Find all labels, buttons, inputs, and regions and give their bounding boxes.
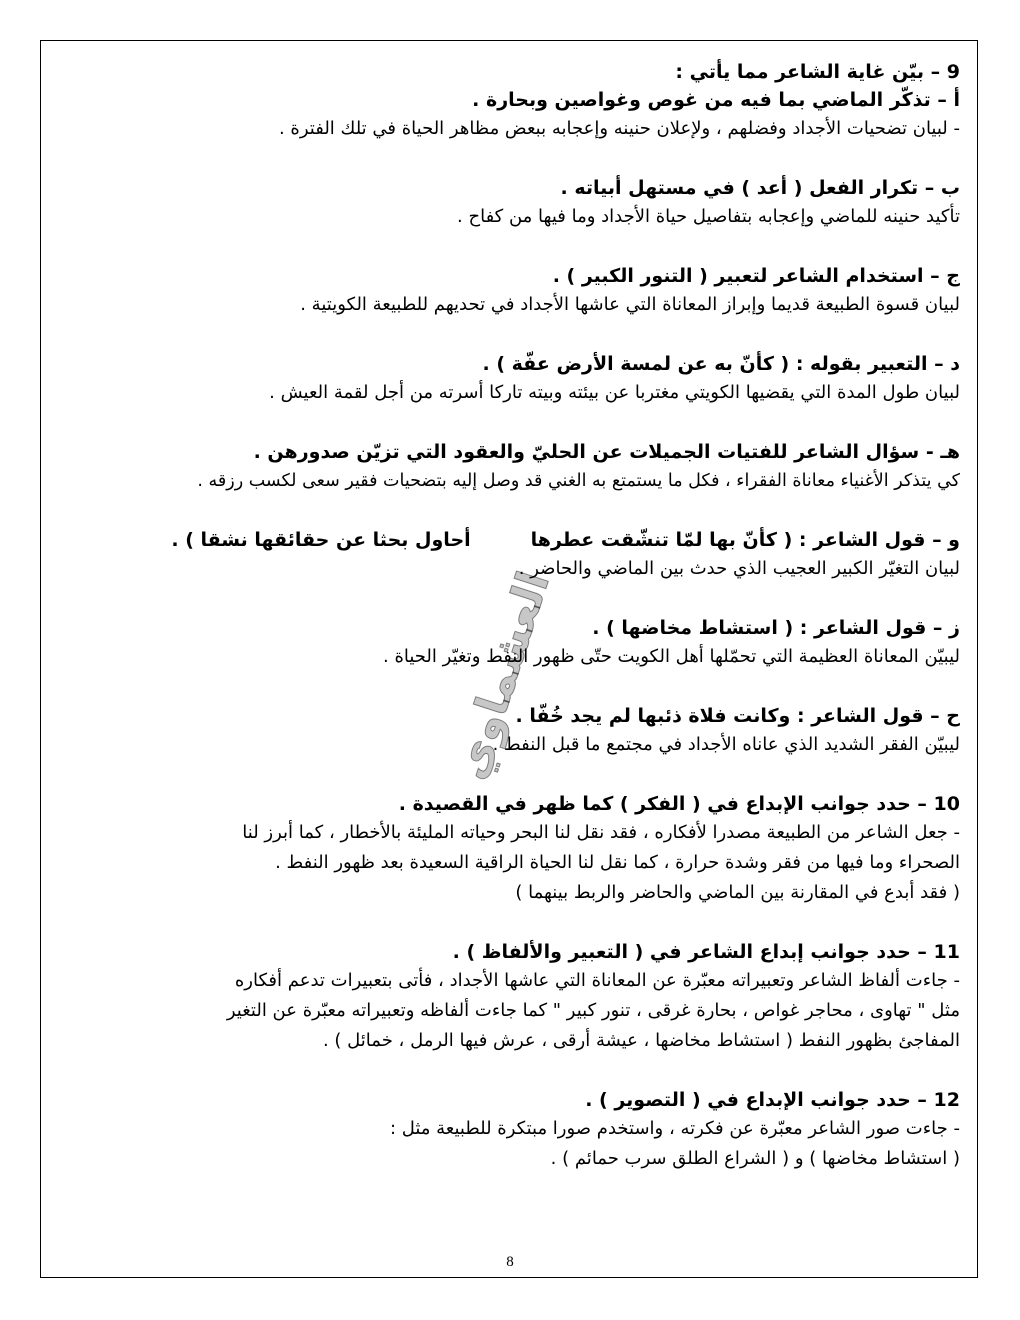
q9-c-answer: لبيان قسوة الطبيعة قديما وإبراز المعاناة التي عاشها الأجداد في تحديهم للطبيعة الكويتية . [300, 294, 960, 315]
question-12 [80, 1086, 960, 1174]
q9-h-answer: ليبيّن الفقر الشديد الذي عاناه الأجداد في مجتمع ما قبل النفط . [492, 734, 960, 755]
q9-f-subtitle [80, 526, 960, 554]
q9-d-subtitle: د – التعبير بقوله : ( كأنّ به عن لمسة الأرض عفّة ) . [482, 353, 960, 375]
q9-c-subtitle: ج – استخدام الشاعر لتعبير ( التنور الكبير ) . [552, 265, 960, 287]
q9-g-answer: ليبيّن المعاناة العظيمة التي تحمّلها أهل الكويت حتّى ظهور النفط وتغيّر الحياة . [383, 646, 960, 667]
q9-e-subtitle: هـ - سؤال الشاعر للفتيات الجميلات عن الحليّ والعقود التي تزيّن صدورهن . [253, 441, 960, 463]
q11-answer-line-3: المفاجئ بظهور النفط ( استشاط مخاضها ، عيشة أرقى ، عرش فيها الرمل ، خمائل ) . [322, 1030, 960, 1051]
q9-b [80, 174, 960, 232]
q10-answer-line-1: - جعل الشاعر من الطبيعة مصدرا لأفكاره ، فقد نقل لنا البحر وحياته المليئة بالأخطار ، كما أبرز لنا [242, 822, 960, 843]
q12-answer-line-1: - جاءت صور الشاعر معبّرة عن فكرته ، واستخدم صورا مبتكرة للطبيعة مثل : [389, 1118, 960, 1139]
q12-answer-line-2: ( استشاط مخاضها ) و ( الشراع الطلق سرب حمائم ) . [550, 1148, 960, 1169]
q9-d [80, 350, 960, 408]
q11-answer-line-1: - جاءت ألفاظ الشاعر وتعبيراته معبّرة عن المعاناة التي عاشها الأجداد ، فأتى بتعبيرات تدعم أفكاره [234, 970, 960, 991]
q9-d-answer: لبيان طول المدة التي يقضيها الكويتي مغتربا عن بيئته وبيته تاركا أسرته من أجل لقمة العيش . [269, 382, 960, 403]
author-watermark: العشماوي [445, 565, 560, 786]
question-12-heading: 12 – حدد جوانب الإبداع في ( التصوير ) . [585, 1089, 960, 1111]
q9-a-answer: - لبيان تضحيات الأجداد وفضلهم ، ولإعلان حنينه وإعجابه ببعض مظاهر الحياة في تلك الفترة . [278, 118, 960, 139]
q10-answer-line-2: الصحراء وما فيها من فقر وشدة حرارة ، كما نقل لنا الحياة الراقية السعيدة بعد ظهور النفط . [275, 852, 960, 873]
q10-answer-line-3: ( فقد أبدع في المقارنة بين الماضي والحاضر والربط بينهما ) [515, 882, 960, 903]
question-9-heading: 9 – بيّن غاية الشاعر مما يأتي : [675, 61, 960, 83]
q9-c [80, 262, 960, 320]
question-10-heading: 10 – حدد جوانب الإبداع في ( الفكر ) كما ظهر في القصيدة . [398, 793, 960, 815]
q9-g-subtitle: ز – قول الشاعر : ( استشاط مخاضها ) . [592, 617, 960, 639]
q9-b-subtitle: ب – تكرار الفعل ( أعد ) في مستهل أبياته . [560, 177, 960, 199]
question-11-heading: 11 – حدد جوانب إبداع الشاعر في ( التعبير والألفاظ ) . [452, 941, 960, 963]
question-9 [80, 58, 960, 144]
question-10 [80, 790, 960, 908]
q9-b-answer: تأكيد حنينه للماضي وإعجابه بتفاصيل حياة الأجداد وما فيها من كفاح . [457, 206, 960, 227]
q9-h-subtitle: ح – قول الشاعر : وكانت فلاة ذئبها لم يجد خُفّا . [515, 705, 960, 727]
page-number: 8 [506, 1254, 514, 1270]
q9-f-answer: لبيان التغيّر الكبير العجيب الذي حدث بين الماضي والحاضر . [518, 558, 960, 579]
q9-a-subtitle: أ – تذكّر الماضي بما فيه من غوص وغواصين وبحارة . [472, 89, 960, 111]
q9-e-answer: كي يتذكر الأغنياء معاناة الفقراء ، فكل ما يستمتع به الغني قد وصل إليه بتضحيات فقير سعى لكسب رزقه . [197, 471, 960, 491]
question-11 [80, 938, 960, 1056]
q9-f-subtitle-hemistich-1: و – قول الشاعر : ( كأنّ بها لمّا تنشّقت عطرها [530, 529, 960, 551]
q9-f-subtitle-hemistich-2: أحاول بحثا عن حقائقها نشقا ) . [171, 529, 471, 551]
q9-e [80, 438, 960, 496]
q11-answer-line-2: مثل " تهاوى ، محاجر غواص ، بحارة غرقى ، تنور كبير " كما جاءت ألفاظه وتعبيراته معبّرة عن التغير [226, 1000, 960, 1021]
q9-h [80, 702, 960, 760]
